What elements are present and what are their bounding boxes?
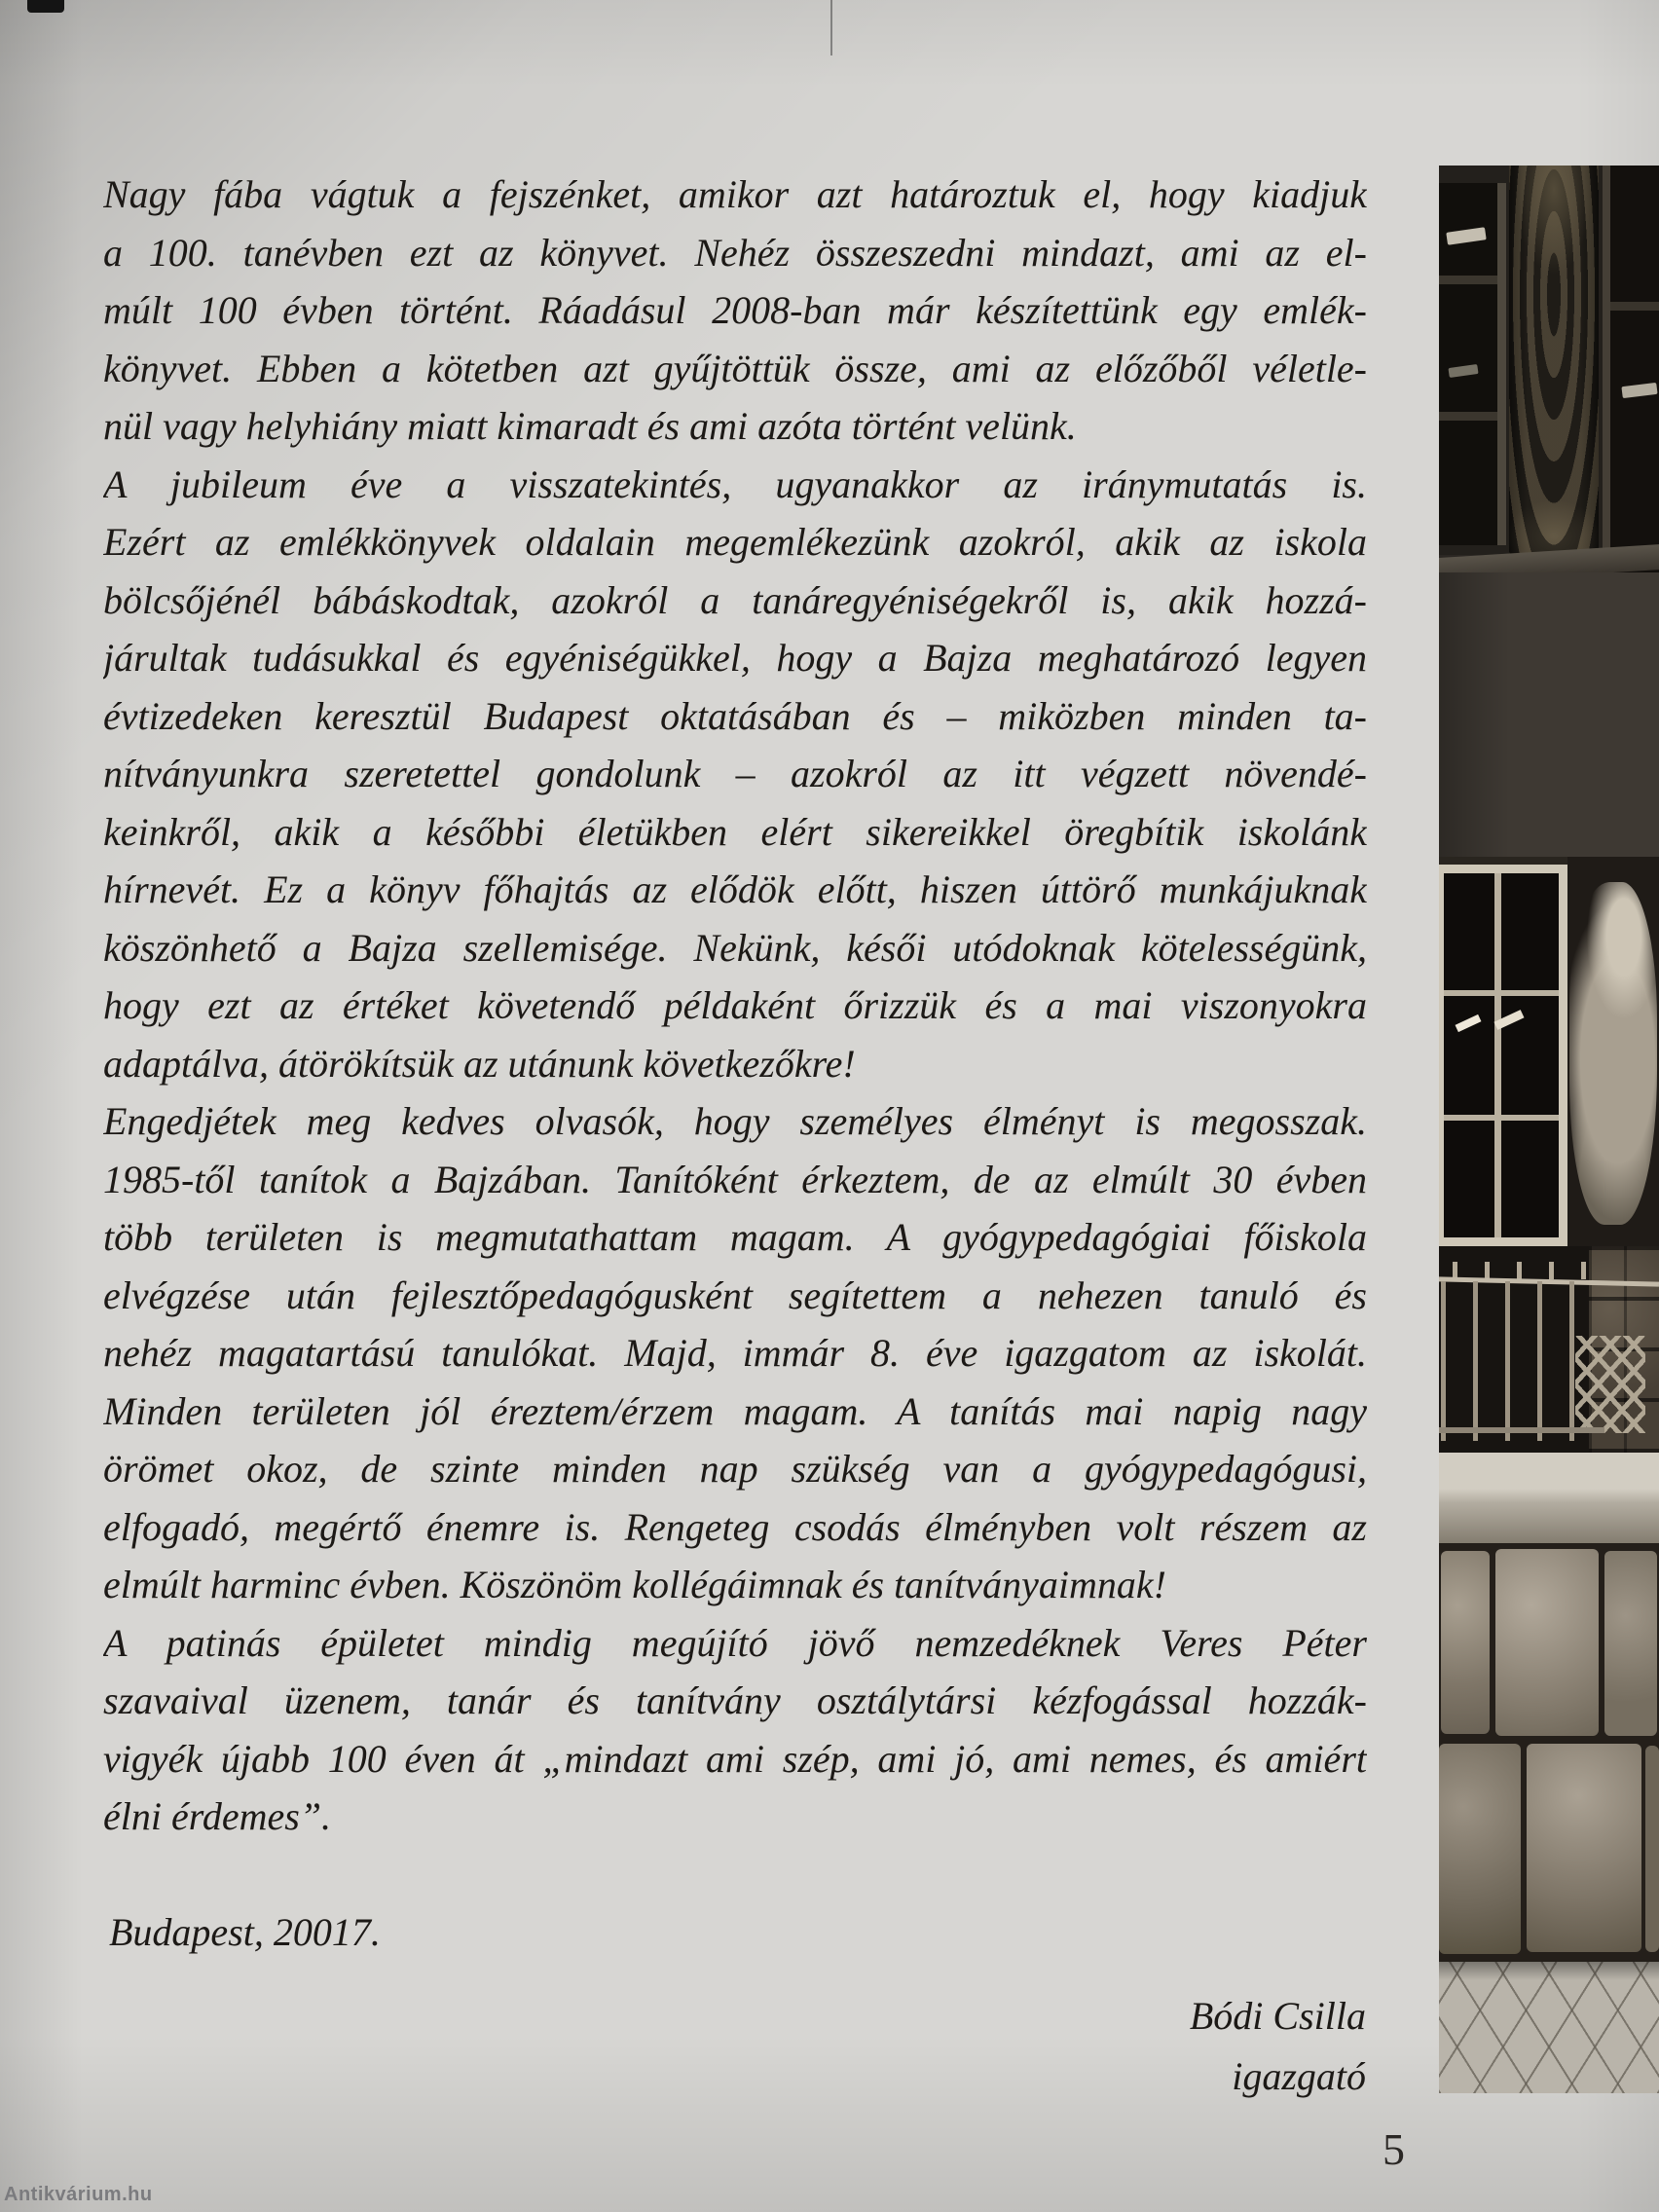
photo-stone-coping — [1439, 1453, 1659, 1543]
text-line: A patinás épületet mindig megújító jövő nemzedéknek Veres Péter — [103, 1620, 1367, 1665]
scan-scratch-line — [830, 0, 832, 55]
signature-block — [1190, 1986, 1366, 2107]
photo-pavement — [1439, 1962, 1659, 2093]
photo-window-upper-left — [1439, 183, 1506, 545]
photo-statue — [1569, 882, 1657, 1225]
text-line: elvégzése után fejlesztőpedagógusként segítettem a nehezen tanuló és — [103, 1272, 1367, 1317]
watermark: Antikvárium.hu — [4, 2184, 153, 2205]
text-line: évtizedeken keresztül Budapest oktatásában és – miközben minden ta- — [103, 693, 1367, 738]
text-line: Nagy fába vágtuk a fejszénket, amikor azt határoztuk el, hogy kiadjuk — [103, 172, 1367, 216]
photo-ornament-pilaster — [1509, 166, 1599, 569]
text-line: a 100. tanévben ezt az könyvet. Nehéz összeszedni mindazt, ami az el- — [103, 230, 1367, 275]
text-line: nítványunkra szeretettel gondolunk – azokról az itt végzett növendé- — [103, 752, 1367, 795]
text-line: könyvet. Ebben a kötetben azt gyűjtöttük össze, ami az előzőből véletle- — [103, 346, 1367, 390]
text-line: Minden területen jól éreztem/érzem magam. A tanítás mai napig nagy — [103, 1388, 1367, 1433]
text-line: adaptálva, átörökítsük az utánunk következőkre! — [103, 1041, 856, 1086]
text-column — [103, 166, 1367, 1846]
text-line: 1985-től tanítok a Bajzában. Tanítóként érkeztem, de az elmúlt 30 évben — [103, 1157, 1367, 1201]
photo-iron-fence — [1439, 1246, 1659, 1453]
signature-title: igazgató — [1232, 2054, 1366, 2098]
photo-window-upper-right — [1603, 166, 1659, 584]
text-line: nehéz magatartású tanulókat. Majd, immár 8. éve igazgatom az iskolát. — [103, 1331, 1367, 1375]
text-line: hírnevét. Ez a könyv főhajtás az elődök előtt, hiszen úttörő munkájuknak — [103, 867, 1367, 911]
text-line: Engedjétek meg kedves olvasók, hogy személyes élményt is megosszak. — [103, 1099, 1367, 1143]
text-line: köszönhető a Bajza szellemisége. Nekünk, késői utódoknak kötelességünk, — [103, 925, 1367, 970]
photo-plain-wall — [1439, 572, 1659, 857]
scan-corner-mark — [27, 0, 64, 13]
text-line: hogy ezt az értéket követendő példaként őrizzük és a mai viszonyokra — [103, 983, 1367, 1027]
text-line: elfogadó, megértő énemre is. Rengeteg csodás élményben volt részem az — [103, 1504, 1367, 1549]
text-line: bölcsőjénél bábáskodtak, azokról a tanáregyéniségekről is, akik hozzá- — [103, 577, 1367, 622]
photo-lower-facade — [1439, 857, 1659, 1246]
page-number: 5 — [1382, 2124, 1405, 2174]
text-line: több területen is megmutathattam magam. A gyógypedagógiai főiskola — [103, 1215, 1367, 1259]
text-line: járultak tudásukkal és egyéniségükkel, hogy a Bajza meghatározó legyen — [103, 636, 1367, 680]
text-line: nül vagy helyhiány miatt kimaradt és ami azóta történt velünk. — [103, 404, 1077, 448]
text-line: Ezért az emlékkönyvek oldalain megemlékezünk azokról, akik az iskola — [103, 520, 1367, 564]
text-line: elmúlt harminc évben. Köszönöm kollégáimnak és tanítványaimnak! — [103, 1563, 1166, 1606]
text-line: vigyék újabb 100 éven át „mindazt ami szép, ami jó, ami nemes, és amiért — [103, 1736, 1367, 1781]
text-line: keinkről, akik a későbbi életükben elért sikereikkel öregbítik iskolánk — [103, 809, 1367, 854]
building-photo — [1439, 166, 1659, 2093]
text-line: A jubileum éve a visszatekintés, ugyanakkor az iránymutatás is. — [103, 461, 1367, 506]
text-line: múlt 100 évben történt. Ráadásul 2008-ban már készítettünk egy emlék- — [103, 288, 1367, 332]
photo-fence-lattice — [1575, 1336, 1645, 1433]
signature-name: Bódi Csilla — [1189, 1994, 1366, 2038]
text-line: élni érdemes”. — [103, 1794, 332, 1838]
photo-window-large — [1439, 865, 1567, 1246]
date-line: Budapest, 20017. — [109, 1910, 381, 1954]
photo-upper-facade — [1439, 166, 1659, 555]
text-line: szavaival üzenem, tanár és tanítvány osztálytársi kézfogással hozzák- — [103, 1678, 1367, 1722]
text-line: örömet okoz, de szinte minden nap szükség van a gyógypedagógusi, — [103, 1447, 1367, 1491]
photo-stone-base — [1439, 1543, 1659, 1962]
